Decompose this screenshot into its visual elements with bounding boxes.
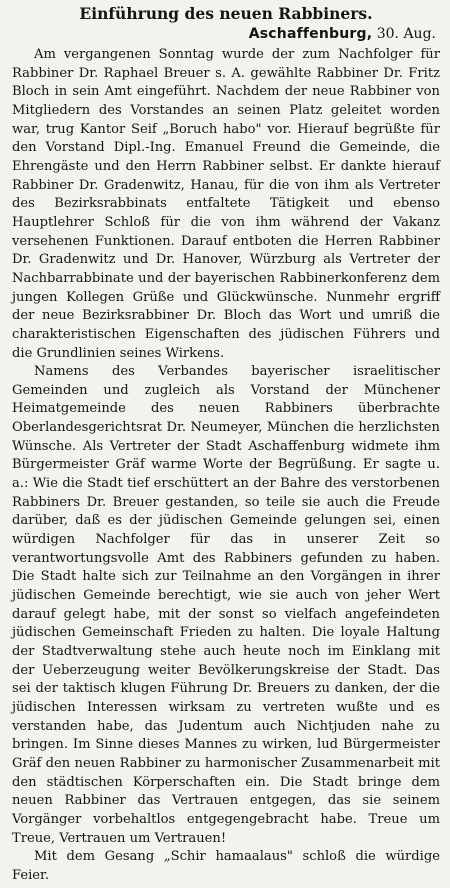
- article-paragraph-1: Am vergangenen Sonntag wurde der zum Nachfolger für Rabbiner Dr. Raphael Breuer s. A. gewählte Rabbiner Dr. Fritz Bloch in sein Amt eingeführt. Nachdem der neue Rabbiner von Mitgliedern des Vorstandes an seinen Platz geleitet worden war, trug Kantor Seif „Boruch habo" vor. Hierauf begrüßte für den Vorstand Dipl.-Ing. Emanuel Freund die Gemeinde, die Ehrengäste und den Herrn Rabbiner selbst. Er dankte hierauf Rabbiner Dr. Gradenwitz, Hanau, für die von ihm als Vertreter des Bezirksrabbinats entfaltete Tätigkeit und ebenso Hauptlehrer Schloß für die von ihm während der Vakanz versehenen Funktionen. Darauf entboten die Herren Rabbiner Dr. Gradenwitz und Dr. Hanover, Würzburg als Vertreter der Nachbarrabbinate und der bayerischen Rabbinerkonferenz dem jungen Kollegen Grüße und Glückwünsche. Nunmehr ergriff der neue Bezirksrabbiner Dr. Bloch das Wort und umriß die charakteristischen Eigenschaften des jüdischen Führers und die Grundlinien seines Wirkens.: [12, 47, 440, 361]
- article-paragraph-3: Mit dem Gesang „Schir hamaalaus" schloß die würdige Feier.: [12, 849, 440, 883]
- dateline-date: 30. Aug.: [376, 26, 436, 42]
- article-body: [12, 46, 440, 886]
- dateline-place: Aschaffenburg,: [248, 26, 373, 42]
- article-paragraph-2: Namens des Verbandes bayerischer israelitischer Gemeinden und zugleich als Vorstand der Münchener Heimatgemeinde des neuen Rabbiners überbrachte Oberlandesgerichtsrat Dr. Neumeyer, München die herzlichsten Wünsche. Als Vertreter der Stadt Aschaffenburg widmete ihm Bürgermeister Gräf warme Worte der Begrüßung. Er sagte u. a.: Wie die Stadt tief erschüttert an der Bahre des verstorbenen Rabbiners Dr. Breuer gestanden, so teile sie auch die Freude darüber, daß es der jüdischen Gemeinde gelungen sei, einen würdigen Nachfolger für das in unserer Zeit so verantwortungsvolle Amt des Rabbiners gefunden zu haben. Die Stadt halte sich zur Teilnahme an den Vorgängen in ihrer jüdischen Gemeinde berechtigt, wie sie auch von jeher Wert darauf gelegt habe, mit der sonst so vielfach angefeindeten jüdischen Gemeinschaft Frieden zu halten. Die loyale Haltung der Stadtverwaltung stehe auch heute noch im Einklang mit der Ueberzeugung weiter Bevölkerungskreise der Stadt. Das sei der taktisch klugen Führung Dr. Breuers zu danken, der die jüdischen Interessen wirksam zu vertreten wußte und es verstanden habe, das Judentum auch Nichtjuden nahe zu bringen. Im Sinne dieses Mannes zu wirken, lud Bürgermeister Gräf den neuen Rabbiner zu harmonischer Zusammenarbeit mit den städtischen Körperschaften ein. Die Stadt bringe dem neuen Rabbiner das Vertrauen entgegen, das sie seinem Vorgänger vorbehaltlos entgegengebracht habe. Treue um Treue, Vertrauen um Vertrauen!: [12, 364, 440, 846]
- dateline: [12, 24, 440, 45]
- article-headline: Einführung des neuen Rabbiners.: [79, 4, 373, 23]
